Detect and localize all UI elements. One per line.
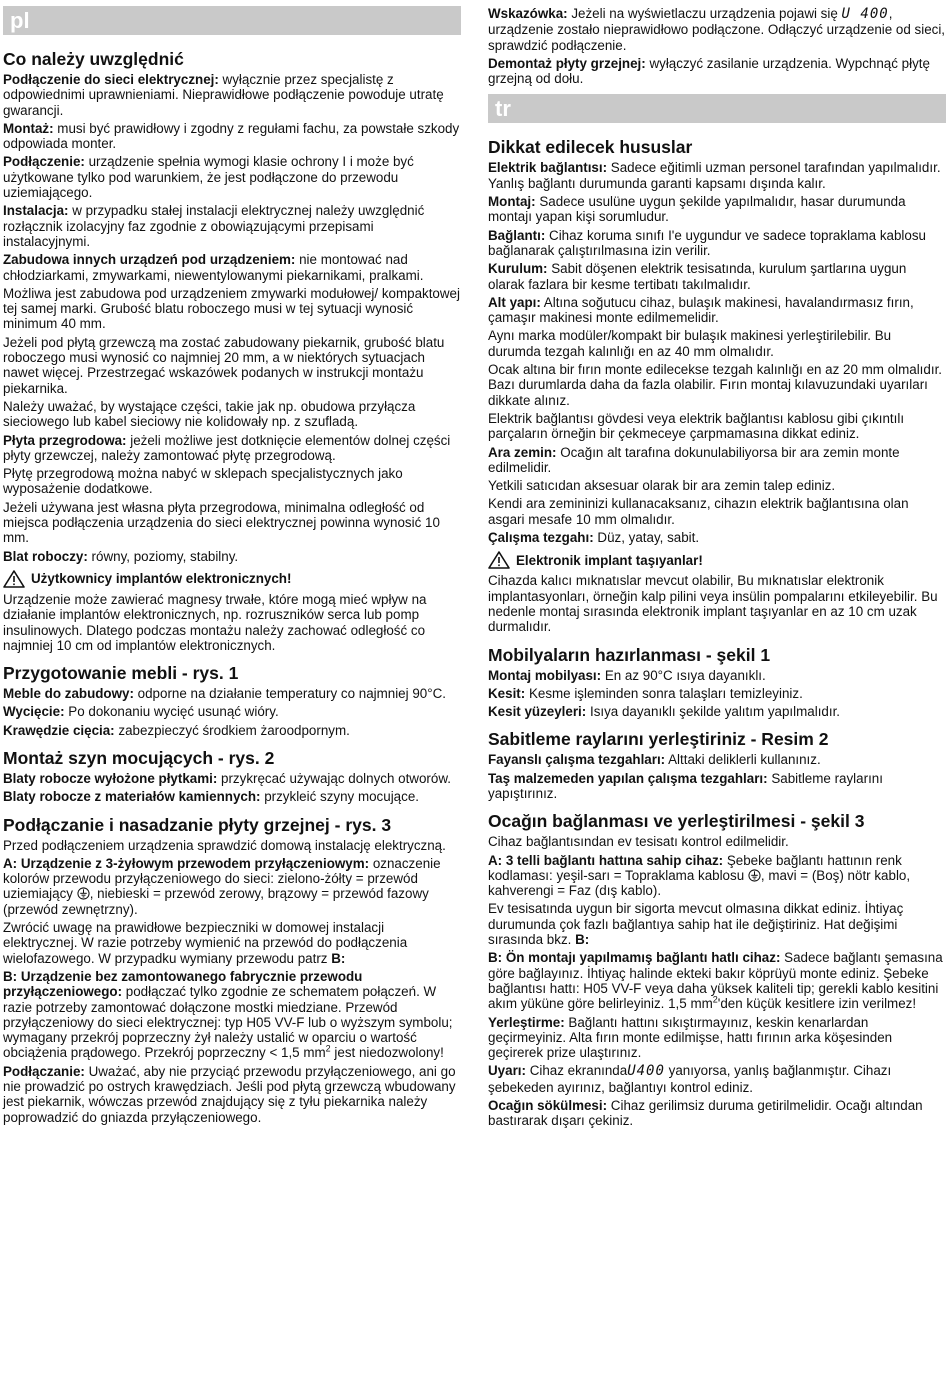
paragraph: Instalacja: w przypadku stałej instalacji elektrycznej należy uwzględnić rozłącznik izolacyjny faz zgodnie z obowiązującymi przepisami instalacyjnymi. [3, 203, 425, 249]
ground-symbol-icon [77, 887, 90, 900]
section-title: Sabitleme raylarını yerleştiriniz - Resim 2 [488, 729, 829, 750]
section-title: Mobilyaların hazırlanması - şekil 1 [488, 644, 771, 665]
paragraph: Należy uważać, by wystające części, takie jak np. obudowa przyłącza sieciowego lub kabel sieciowy nie kolidowały np. z szufladą. [3, 398, 416, 430]
paragraph: Kesit: Kesme işleminden sonra talaşları temizleyiniz. [488, 685, 803, 701]
paragraph: A: 3 telli bağlantı hattına sahip cihaz: Şebeke bağlantı hattının renk kodlaması: yeşil-sarı = Topraklama kablosu , mavi = (Boş) nötr kablo, kahverengi = Faz (dış kablo). [488, 852, 911, 899]
paragraph: Wycięcie: Po dokonaniu wycięć usunąć wióry. [3, 704, 279, 720]
paragraph: Uyarı: Cihaz ekranındaU400 yanıyorsa, yanlış bağlanmıştır. Cihazı şebekeden ayırınız, bağlantıyı kontrol ediniz. [488, 1063, 892, 1095]
paragraph: Urządzenie może zawierać magnesy trwałe, które mogą mieć wpływ na działanie implantów elektronicznych, np. rozruszników serca lub pomp insulinowych. Dlatego podczas montażu należy zachować odległość co najmniej 10 cm od implantów elektronicznych. [3, 591, 427, 653]
warning-title: Elektronik implant taşıyanlar! [516, 552, 703, 568]
section-title: Montaż szyn mocujących - rys. 2 [3, 747, 275, 768]
display-code: U 400 [841, 6, 889, 22]
section-title: Co należy uwzględnić [3, 49, 184, 69]
paragraph: Yetkili satıcıdan aksesuar olarak bir ara zemin talep ediniz. [488, 478, 836, 494]
paragraph: Blaty robocze wyłożone płytkami: przykręcać używając dolnych otworów. [3, 770, 451, 786]
paragraph: Ocağın sökülmesi: Cihaz gerilimsiz duruma getirilmelidir. Ocağı altından bastırarak dışarı çekiniz. [488, 1098, 923, 1129]
paragraph: Aynı marka modüler/kompakt bir bulaşık makinesi yerleştirilebilir. Bu durumda tezgah kalınlığı en az 40 mm olmalıdır. [488, 328, 892, 359]
warning-title: Użytkownicy implantów elektronicznych! [31, 571, 292, 587]
section-title: Podłączanie i nasadzanie płyty grzejnej - rys. 3 [3, 814, 392, 835]
paragraph: Bağlantı: Cihaz koruma sınıfı I'e uygundur ve sadece topraklama kablosu bağlanarak çalıştırılmasına izin verilir. [488, 227, 926, 258]
paragraph: Montaj: Sadece usulüne uygun şekilde yapılmalıdır, hasar durumunda montajı yapan kişi sorumludur. [488, 194, 906, 225]
paragraph: Płyta przegrodowa: jeżeli możliwe jest dotknięcie elementów dolnej części płyty grzewczej, należy zamontować płytę przegrodową. [3, 432, 451, 463]
paragraph: Jeżeli pod płytą grzewczą ma zostać zabudowany piekarnik, grubość blatu roboczego musi wynosić co najmniej 20 mm, a w niektórych sytuacjach nawet więcej. Przestrzegać wskazówek podanych w instrukcji montażu piekarnika. [3, 334, 445, 396]
column-polish [3, 6, 461, 1128]
paragraph: Blat roboczy: równy, poziomy, stabilny. [3, 548, 239, 564]
paragraph: Płytę przegrodową można nabyć w sklepach specjalistycznych jako wyposażenie dodatkowe. [3, 466, 403, 497]
paragraph: Alt yapı: Altına soğutucu cihaz, bulaşık makinesi, havalandırmasız fırın, çamaşır makinesi monte edilmemelidir. [488, 294, 914, 326]
paragraph: Blaty robocze z materiałów kamiennych: przykleić szyny mocujące. [3, 789, 419, 805]
paragraph: Fayanslı çalışma tezgahları: Alttaki deliklerli kullanınız. [488, 752, 821, 768]
paragraph: Kendi ara zemininizi kullanacaksanız, cihazın elektrik bağlantısına olan asgari mesafe 10 mm olmalıdır. [488, 496, 909, 527]
section-title: Dikkat edilecek hususlar [488, 137, 693, 158]
paragraph: Jeżeli używana jest własna płyta przegrodowa, minimalna odległość od miejsca podłączenia urządzenia do sieci elektrycznej powinna wynosić 10 mm. [3, 499, 440, 546]
paragraph: Krawędzie cięcia: zabezpieczyć środkiem żaroodpornym. [3, 722, 350, 738]
column-turkish [488, 6, 946, 1132]
paragraph: Yerleştirme: Bağlantı hattını sıkıştırmayınız, keskin kenarlardan geçirmeyiniz. Alta fırın monte edilmişse, hattı fırının arka köşesinden geçirerek prize ulaştırınız. [488, 1014, 893, 1061]
warning-heading [488, 551, 946, 569]
language-header-pl: pl [3, 6, 461, 35]
display-code: U400 [627, 1063, 665, 1080]
paragraph: Zwrócić uwagę na prawidłowe bezpieczniki w domowej instalacji elektrycznej. W razie potrzeby wymienić na przewód do podłączenia wielofazowego. W przypadku wymiany przewodu patrz B: [3, 920, 408, 966]
language-header-tr: tr [488, 94, 946, 123]
paragraph: Montaż: musi być prawidłowy i zgodny z regułami fachu, za powstałe szkody odpowiada monter. [3, 120, 460, 152]
paragraph: Ev tesisatında uygun bir sigorta mevcut olmasına dikkat ediniz. İhtiyaç durumunda çok fazlı bağlantıya sahip hat ile değiştiriniz. Hat değişimi sırasında bkz. B: [488, 901, 904, 948]
paragraph: Podłączenie: urządzenie spełnia wymogi klasie ochrony I i może być użytkowane tylko pod warunkiem, że jest podłączone do przewodu uziemiającego. [3, 154, 414, 201]
warning-triangle-icon [3, 570, 25, 588]
paragraph: A: Urządzenie z 3-żyłowym przewodem przyłączeniowym: oznaczenie kolorów przewodu przyłączeniowego do sieci: zielono-żółty = przewód uziemiający , niebieski = przewód zerowy, brązowy = przewód fazowy (przewód zewnętrzny). [3, 855, 441, 917]
section-title: Ocağın bağlanması ve yerleştirilmesi - şekil 3 [488, 811, 865, 832]
paragraph: Elektrik bağlantısı: Sadece eğitimli uzman personel tarafından yapılmalıdır. Yanlış bağlantı durumunda garanti kapsamı dışında kalır. [488, 160, 941, 191]
paragraph: Przed podłączeniem urządzenia sprawdzić domową instalację elektryczną. [3, 837, 446, 853]
warning-triangle-icon [488, 551, 510, 569]
paragraph: Ocak altına bir fırın monte edilecekse tezgah kalınlığı en az 20 mm olmalıdır. Bazı durumlarda daha da fazla olabilir. Fırın montaj kılavuzundaki uyarıları dikkate alınız. [488, 362, 943, 408]
paragraph: Taş malzemeden yapılan çalışma tezgahları: Sabitleme raylarını yapıştırınız. [488, 770, 883, 801]
paragraph: Kesit yüzeyleri: Isıya dayanıklı şekilde yalıtım yapılmalıdır. [488, 704, 841, 720]
paragraph: Çalışma tezgahı: Düz, yatay, sabit. [488, 530, 700, 546]
section-title: Przygotowanie mebli - rys. 1 [3, 663, 239, 684]
paragraph: Cihaz bağlantısından ev tesisatı kontrol edilmelidir. [488, 834, 789, 850]
warning-heading [3, 570, 461, 588]
paragraph: Podłączenie do sieci elektrycznej: wyłącznie przez specjalistę z odpowiednimi uprawnieniami. Nieprawidłowe podłączenie powoduje utratę gwarancji. [3, 72, 444, 118]
paragraph: Kurulum: Sabit döşenen elektrik tesisatında, kurulum şartlarına uygun olarak fazlara bir kesme tertibatı takılmalıdır. [488, 261, 907, 292]
paragraph: Elektrik bağlantısı gövdesi veya elektrik bağlantısı kablosu gibi çıkıntılı parçaların örneğin bir çekmeceye çarpmamasına dikkat ediniz. [488, 410, 905, 442]
paragraph: B: Ön montajı yapılmamış bağlantı hatlı cihaz: Sadece bağlantı şemasına göre bağlayınız. İhtiyaç halinde ekteki bakır köprüyü monte ediniz. Şebeke bağlantısı hattı: H05 VV-F veya daha yüksek kaliteli tip; gerekli kablo kesitini akım yüküne göre belirleyiniz. 1,5 $mm^2'den$ küçük kesitlere izin verilmez! [488, 950, 943, 1012]
paragraph: Meble do zabudowy: odporne na działanie temperatury co najmniej 90°C. [3, 686, 446, 702]
paragraph: Zabudowa innych urządzeń pod urządzeniem: nie montować nad chłodziarkami, zmywarkami, niewentylowanymi piekarnikami, pralkami. [3, 252, 424, 283]
paragraph: Podłączanie: Uważać, aby nie przyciąć przewodu przyłączeniowego, ani go nie prowadzić po ostrych krawędziach. Jeśli pod płytą grzewczą wbudowany jest piekarnik, wówczas przewód znajdujący się z tyłu piekarnika należy poprowadzić do gniazda przyłączeniowego. [3, 1063, 456, 1125]
paragraph: Wskazówka: Jeżeli na wyświetlaczu urządzenia pojawi się U 400, urządzenie zostało nieprawidłowo podłączone. Odłączyć urządzenie od sieci, sprawdzić podłączenie. [488, 6, 946, 53]
paragraph: Montaj mobilyası: En az 90°C ısıya dayanıklı. [488, 667, 766, 683]
paragraph: Cihazda kalıcı mıknatıslar mevcut olabilir, Bu mıknatıslar elektronik implantasyonları, örneğin kalp pilini veya insülin pompalarını etkileyebilir. Bu nedenle montaj sırasında elektronik implant taşıyanlar en az 10 cm uzak durmalıdır. [488, 573, 938, 635]
ground-symbol-icon [748, 869, 761, 882]
paragraph: Możliwa jest zabudowa pod urządzeniem zmywarki modułowej/ kompaktowej tej samej marki. Grubość blatu roboczego musi w tej sytuacji wynosić minimum 40 mm. [3, 285, 460, 332]
paragraph: B: Urządzenie bez zamontowanego fabrycznie przewodu przyłączeniowego: podłączać tylko zgodnie ze schematem połączeń. W razie potrzeby zamontować dołączone mostki miedziane. Przewód przyłączeniowy do sieci elektrycznej: typ H05 VV-F lub o wyższym symbolu; wymagany przekrój poprzeczny żył należy ustalić w oparciu o wartość obciążenia prądowego. Przekrój poprzeczny < 1,5 $mm^2$ jest niedozwolony! [3, 968, 453, 1061]
paragraph: Demontaż płyty grzejnej: wyłączyć zasilanie urządzenia. Wypchnąć płytę grzejną od dołu. [488, 55, 930, 87]
paragraph: Ara zemin: Ocağın alt tarafına dokunulabiliyorsa bir ara zemin monte edilmelidir. [488, 444, 900, 475]
